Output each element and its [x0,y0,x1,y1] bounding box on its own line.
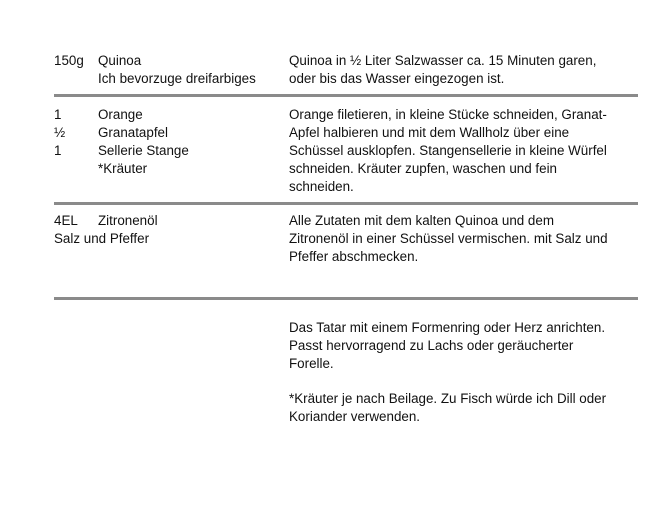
footnote-line: Koriander verwenden. [289,409,421,424]
quinoa-note: Ich bevorzuge dreifarbiges [98,71,256,86]
serving-line: Das Tatar mit einem Formenring oder Herz anrichten. [289,320,606,335]
ingredient-name: Granatapfel [98,125,168,140]
oil-ingredient: Zitronenöl [98,213,158,228]
ingredient-name: *Kräuter [98,161,148,176]
mix-instruction-line: Pfeffer abschmecken. [289,249,419,264]
section-divider [54,297,638,300]
quinoa-ingredient: Quinoa [98,53,142,68]
mix-instruction-line: Zitronenöl in einer Schüssel vermischen. mit Salz und [289,231,608,246]
mix-instruction-line: Alle Zutaten mit dem kalten Quinoa und dem [289,213,554,228]
quinoa-instruction-line: oder bis das Wasser eingezogen ist. [289,71,505,86]
section-divider [54,94,638,97]
prep-instruction-line: schneiden. [289,179,354,194]
ingredient-name: Orange [98,107,143,122]
seasoning-ingredient: Salz und Pfeffer [54,231,150,246]
serving-line: Forelle. [289,356,334,371]
prep-instruction-line: Schüssel ausklopfen. Stangensellerie in kleine Würfel [289,143,607,158]
prep-instruction-line: Apfel halbieren und mit dem Wallholz über eine [289,125,570,140]
quinoa-instruction-line: Quinoa in ½ Liter Salzwasser ca. 15 Minuten garen, [289,53,597,68]
prep-instruction-line: schneiden. Kräuter zupfen, waschen und fein [289,161,557,176]
prep-instruction-line: Orange filetieren, in kleine Stücke schneiden, Granat- [289,107,607,122]
ingredient-qty: 1 [54,107,62,122]
serving-line: Passt hervorragend zu Lachs oder geräucherter [289,338,574,353]
ingredient-qty: 1 [54,143,62,158]
oil-qty: 4EL [54,213,78,228]
quinoa-qty: 150g [54,53,84,68]
ingredient-name: Sellerie Stange [98,143,189,158]
ingredient-qty: ½ [54,125,66,140]
footnote-line: *Kräuter je nach Beilage. Zu Fisch würde ich Dill oder [289,391,607,406]
section-divider [54,202,638,205]
